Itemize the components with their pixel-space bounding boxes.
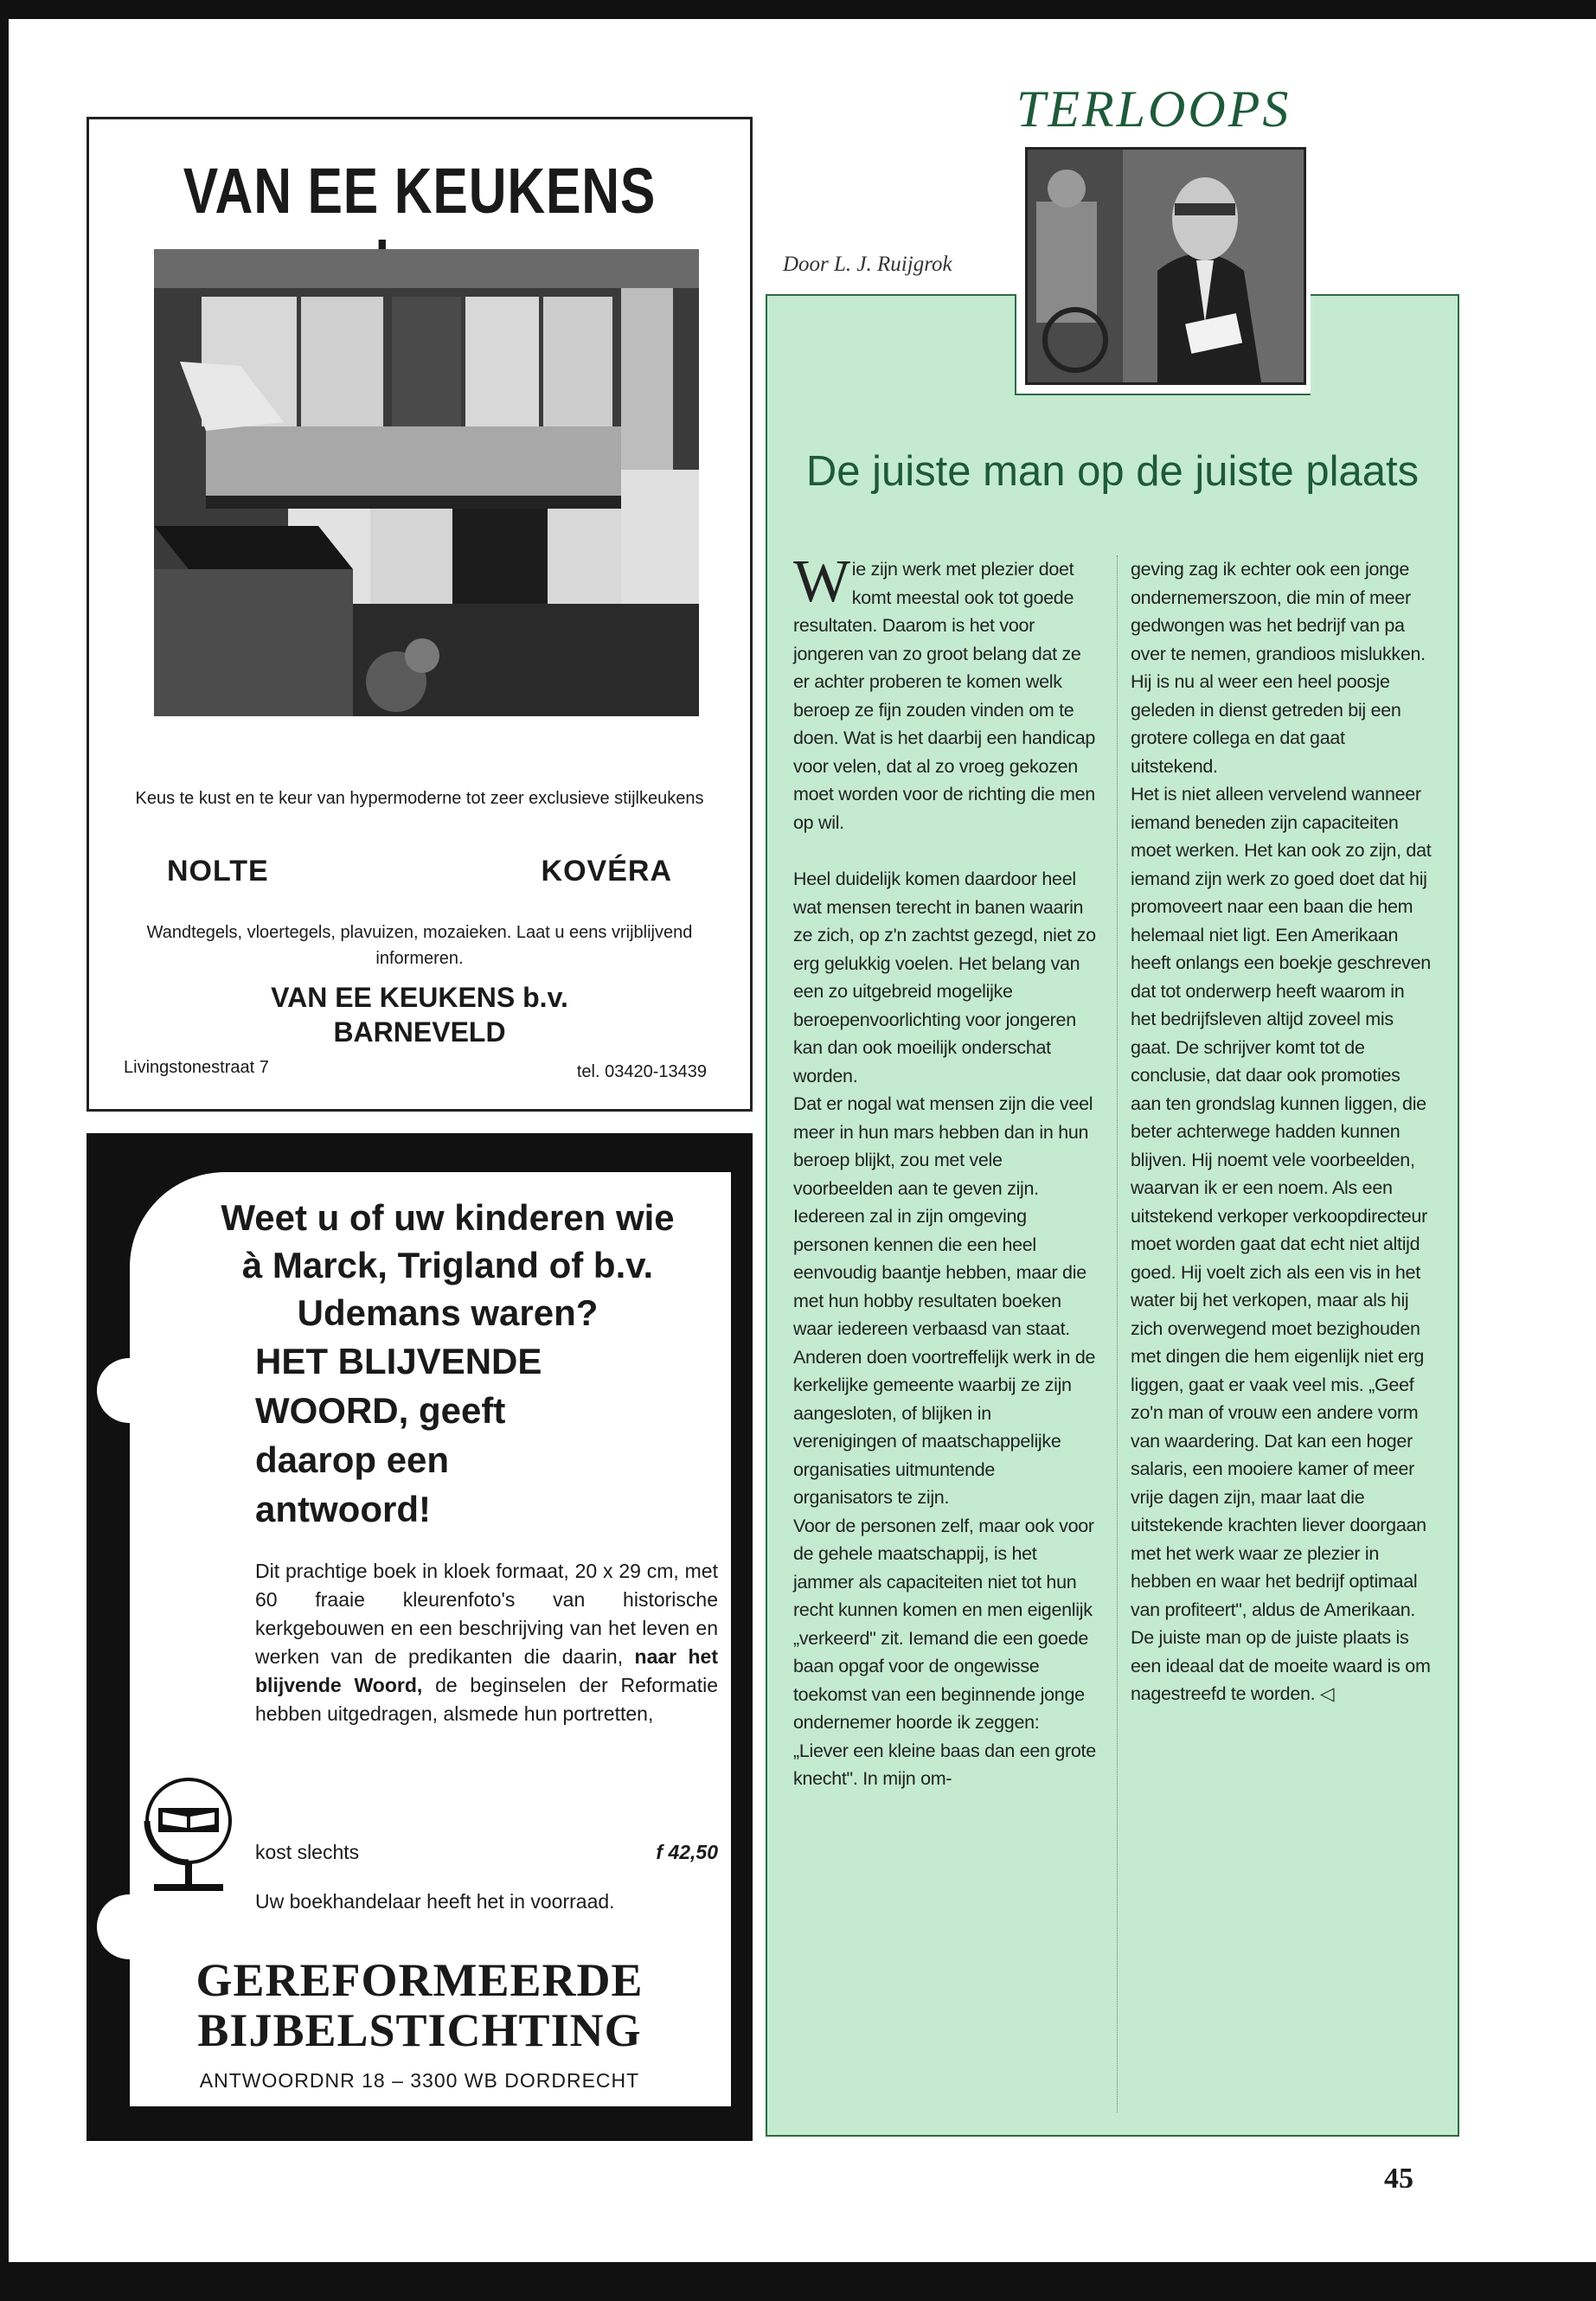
- article-column-right: [1131, 555, 1433, 1708]
- kitchen-advertisement: [87, 117, 753, 1112]
- book-ad-reply-address: ANTWOORDNR 18 – 3300 WB DORDRECHT: [199, 2069, 640, 2092]
- dropcap: W: [793, 548, 850, 615]
- book-ad-description: [255, 1557, 718, 1728]
- page-top-border: [0, 0, 1596, 19]
- question-line: Udemans waren?: [297, 1292, 599, 1333]
- description-text: de beginselen der Reformatie hebben uitgedragen, alsmede hun portretten,: [255, 1674, 718, 1725]
- page-number: 45: [1384, 2163, 1413, 2195]
- question-line: Weet u of uw kinderen wie: [221, 1197, 675, 1238]
- book-ad-headline: [255, 1336, 718, 1534]
- article-paragraph: Dat er nogal wat mensen zijn die veel meer in hun mars hebben dan in hun beroep blijkt, zou met vele voorbeelden aan te geven zijn. Iedereen zal in zijn omgeving personen kennen die een heel eenvoudig baantje hebben, maar die met hun hobby resultaten boeken waar iedereen verbaasd van staat. Anderen doen voortreffelijk werk in de kerkelijke gemeente waarbij ze zijn aangesloten, of blijken in verenigingen of maatschappelijke organisaties uitmuntende organisators te zijn.: [793, 1093, 1096, 1508]
- globe-book-icon: [137, 1769, 240, 1907]
- article-box: [766, 294, 1459, 2137]
- article-heading: De juiste man op de juiste plaats: [805, 448, 1420, 495]
- kitchen-photo: [154, 249, 699, 716]
- panel-notch: [97, 1358, 162, 1423]
- kitchen-brands: [167, 855, 672, 888]
- book-ad-bookshop: Uw boekhandelaar heeft het in voorraad.: [255, 1890, 615, 1913]
- question-line: à Marck, Trigland of b.v.: [241, 1245, 654, 1285]
- column-divider: [1117, 555, 1118, 2112]
- brand-nolte: NOLTE: [167, 855, 269, 888]
- kitchen-ad-address: Livingstonestraat 7: [124, 1058, 269, 1077]
- headline-line: HET BLIJVENDE: [255, 1341, 542, 1381]
- company-city: BARNEVELD: [333, 1016, 506, 1048]
- article-column-left: [793, 548, 1096, 1793]
- price-label: kost slechts: [255, 1841, 360, 1863]
- article-paragraph: Het is niet alleen vervelend wanneer iemand beneden zijn capaciteiten moet werken. Het kan ook zo zijn, dat iemand zijn werk zo goed doet dat hij promoveert naar een baan die hem helemaal niet ligt. Een Amerikaan heeft onlangs een boekje geschreven dat tot onderwerp heeft waarom in het bedrijfsleven altijd zoveel mis gaat. De schrijver komt tot de conclusie, dat daar ook promoties aan ten grondslag kunnen liggen, die beter achterwege hadden kunnen blijven. Hij noemt vele voorbeelden, waarvan ik er een noem. Als een uitstekend verkoper verkoopdirecteur moet worden gaat dat echt niet altijd goed. Hij voelt zich als een vis in het water bij het verkopen, maar als hij zich overwegend moet bezighouden met dingen die hem eigenlijk niet erg liggen, gaat er vaak veel mis. „Geef zo'n man of vrouw een andere vorm van waardering. Dat kan een hoger salaris, een mooiere kamer of meer vrije dagen zijn, maar laat die uitstekende krachten liever doorgaan met het werk waar ze plezier in hebben en waar het bedrijf optimaal van profiteert", aldus de Amerikaan. De juiste man op de juiste plaats is een ideaal dat de moeite waard is om nagestreefd te worden. ◁: [1131, 784, 1432, 1704]
- description-text: Dit prachtige boek in kloek formaat, 20 x 29 cm, met 60 fraaie kleurenfoto's van historische kerkgebouwen en een beschrijving van het leven en werken van de predikanten die daarin,: [255, 1560, 718, 1668]
- kitchen-ad-title: VAN EE KEUKENS: [183, 155, 657, 227]
- page-bottom-border: [0, 2262, 1596, 2301]
- kitchen-ad-phone: tel. 03420-13439: [576, 1062, 707, 1081]
- kitchen-ad-slogan: Keus te kust en te keur van hypermoderne tot zeer exclusieve stijlkeukens: [135, 789, 704, 808]
- column-series-title: TERLOOPS: [1016, 80, 1292, 138]
- article-paragraph: Voor de personen zelf, maar ook voor de gehele maatschappij, is het jammer als capaciteiten niet tot hun recht kunnen komen en men eigenlijk „verkeerd" zit. Iemand die een goede baan opgaf voor de ongewisse toekomst van een beginnende jonge ondernemer hoorde ik zeggen: „Liever een kleine baas dan een grote knecht". In mijn om-: [793, 1515, 1096, 1789]
- article-paragraph: Heel duidelijk komen daardoor heel wat mensen terecht in banen waarin ze zich, op z'n zachtst gezegd, niet zo erg gelukkig voelen. Het belang van een zo uitgebreid mogelijke beroepenvoorlichting voor jongeren kan dan ook moeilijk onderschat worden.: [793, 868, 1096, 1086]
- price-value: f 42,50: [656, 1841, 718, 1863]
- description-bold: naar het blijvende Woord,: [255, 1645, 719, 1696]
- company-name: VAN EE KEUKENS b.v.: [271, 982, 568, 1013]
- publisher-line: BIJBELSTICHTING: [197, 2004, 642, 2056]
- headline-line: WOORD, geeft: [255, 1390, 506, 1431]
- article-paragraph: geving zag ik echter ook een jonge ondernemerszoon, die min of meer gedwongen was het bedrijf van pa over te nemen, grandioos mislukken. Hij is nu al weer een heel poosje geleden in dienst getreden bij een grotere collega en dat gaat uitstekend.: [1131, 559, 1426, 777]
- kitchen-ad-company: [89, 980, 750, 1049]
- paragraph-text: ie zijn werk met plezier doet komt meestal ook tot goede resultaten. Daarom is het voor jongeren van zo groot belang dat ze er achter proberen te komen welk beroep ze fijn zouden vinden om te doen. Wat is het daarbij een handicap voor velen, dat al zo vroeg gekozen moet worden voor de richting die men op wil.: [793, 559, 1096, 833]
- article-paragraph: [793, 548, 1096, 836]
- headline-line: antwoord!: [255, 1489, 431, 1529]
- brand-kovera: KOVÉRA: [541, 855, 672, 888]
- kitchen-ad-products: Wandtegels, vloertegels, plavuizen, mozaieken. Laat u eens vrijblijvend informeren.: [146, 923, 693, 968]
- headline-line: daarop een: [255, 1439, 450, 1480]
- publisher-line: GEREFORMEERDE: [195, 1954, 644, 2006]
- book-ad-publisher: [87, 1955, 753, 2055]
- page-left-border: [0, 0, 9, 2301]
- book-advertisement: [87, 1133, 753, 2141]
- column-byline: Door L. J. Ruijgrok: [783, 253, 952, 276]
- book-ad-question: [160, 1194, 735, 1336]
- book-ad-price-row: [255, 1841, 718, 1864]
- author-photo: [1025, 147, 1306, 385]
